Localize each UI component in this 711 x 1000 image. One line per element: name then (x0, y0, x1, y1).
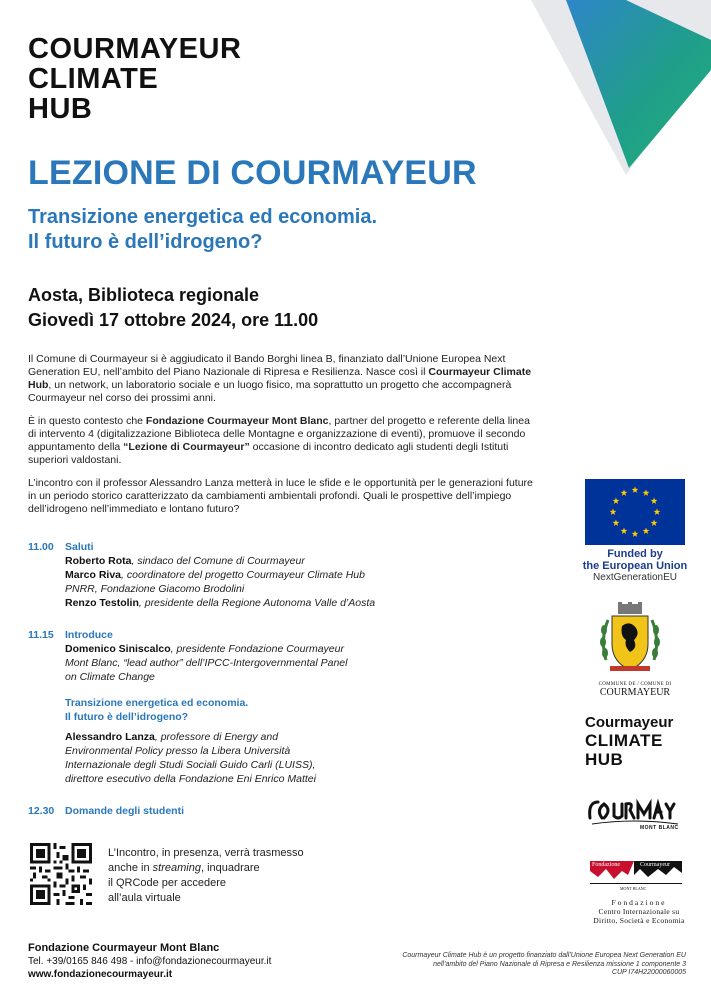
intro-paragraph-3: L’incontro con il professor Alessandro Lanza metterà in luce le sfide e le opportunità per le generazioni future in un periodo storico caratterizzato da cambiamenti ambientali profondi. Quali le prospettive dell’impiego dell’idrogeno nell’immediato e lontano futuro? (28, 477, 533, 515)
speaker-line (65, 642, 548, 656)
event-venue (28, 283, 318, 333)
climate-hub-logo-line-1: Courmayeur (585, 714, 674, 731)
intro-paragraph-2 (28, 415, 538, 467)
session-time: 11.00 (28, 541, 54, 553)
eu-text-line-2: the European Union (582, 560, 688, 572)
footer-website-link[interactable]: www.fondazionecourmayeur.it (28, 969, 173, 980)
venue-datetime: Giovedì 17 ottobre 2024, ore 11.00 (28, 310, 319, 330)
qr-text-line (108, 861, 328, 876)
fondazione-label-line: Fondazione (611, 898, 667, 907)
intro-text (28, 353, 538, 526)
qr-text-fragment: , inquadrare (200, 862, 260, 874)
session-heading: Domande degli studenti (65, 805, 185, 817)
intro-p2-bold-1: Fondazione Courmayeur Mont Blanc (145, 415, 329, 427)
intro-p1-text-a: Il Comune di Courmayeur si è aggiudicato il Bando Borghi linea B, finanziato dall’Unione Europea Next Generation EU, nell’ambito del Piano Nazionale di Ripresa e Resilienza. Nasce così il (28, 353, 506, 378)
session-time: 12.30 (28, 805, 55, 817)
speaker-line (65, 670, 548, 684)
session-heading: Introduce (65, 629, 113, 641)
qr-text-line: all’aula virtuale (108, 892, 181, 904)
speaker-line (65, 582, 548, 596)
intro-paragraph-1 (28, 353, 538, 405)
eu-text-line-3: NextGenerationEU (593, 572, 677, 583)
session-heading: Saluti (65, 541, 94, 553)
eu-flag-icon (585, 479, 685, 545)
climate-hub-logo-line-2: CLIMATE (585, 731, 663, 750)
intro-p2-bold-2: “Lezione di Courmayeur” (123, 441, 250, 453)
qr-text-line: L’Incontro, in presenza, verrà trasmesso (108, 847, 304, 859)
fondazione-label-line: Diritto, Società e Economia (593, 916, 685, 925)
fondazione-label-line: Centro Internazionale su (598, 907, 680, 916)
speaker-role: , coordinatore del progetto Courmayeur Climate Hub (121, 569, 365, 581)
speaker-name: Renzo Testolin (65, 597, 139, 609)
speaker-role: , professore di Energy and (154, 731, 279, 743)
streaming-info (108, 846, 328, 906)
subtitle-line-2: Il futuro è dell’idrogeno? (28, 231, 263, 253)
speaker-name: Alessandro Lanza (65, 731, 155, 743)
brand-line-1: COURMAYEUR (28, 33, 242, 65)
fondazione-logo-tag-small: MONT BLANC (620, 886, 647, 891)
corner-triangle-graphic (531, 0, 711, 175)
intro-p1-bold: Courmayeur Climate Hub (28, 366, 532, 391)
fondazione-logo-label (584, 898, 694, 925)
speaker-role: PNRR, Fondazione Giacomo Brodolini (65, 583, 245, 595)
crest-name: COURMAYEUR (599, 687, 671, 698)
speaker-role: Environmental Policy presso la Libera Università (65, 745, 291, 757)
intro-p1-text-b: , un network, un laboratorio sociale e un luogo fisico, ma soprattutto un progetto che accompagnerà Courmayeur nel corso dei prossimi anni. (28, 379, 512, 404)
program-session-3 (28, 804, 548, 818)
intro-p2-text-a: È in questo contesto che (28, 415, 146, 427)
event-subtitle (28, 205, 377, 255)
qr-text-italic: streaming (152, 862, 201, 874)
session-time: 11.15 (28, 629, 54, 641)
subtitle-line-1: Transizione energetica ed economia. (28, 206, 378, 228)
qr-code-icon[interactable] (30, 843, 92, 905)
event-program (28, 540, 548, 818)
qr-text-line: il QRCode per accedere (108, 877, 227, 889)
speaker-role: Internazionale degli Studi Sociali Guido Carli (LUISS), (65, 759, 316, 771)
mont-blanc-caption: MONT BLANC (640, 825, 679, 831)
speaker-name: Domenico Siniscalco (65, 643, 171, 655)
intro-p2-text-b: , partner del progetto e referente della linea di intervento 4 (digitalizzazione Biblioteca delle Montagne e organizzazione di eventi), promuove il secondo appuntamento della (28, 415, 530, 453)
fondazione-logo-tag-left: Fondazione (592, 862, 620, 868)
speaker-line (65, 758, 548, 772)
brand-line-3: HUB (28, 93, 93, 125)
intro-p2-text-c: occasione di incontro dedicato agli studenti degli Istituti superiori valdostani. (28, 441, 509, 466)
program-session-1 (28, 540, 548, 610)
page-title: LEZIONE DI COURMAYEUR (28, 154, 477, 192)
footer-contacts (28, 942, 271, 981)
talk-title: Il futuro è dell’idrogeno? (65, 711, 189, 723)
funding-note (390, 952, 686, 978)
speaker-line (65, 656, 548, 670)
eu-funding-logo-text (560, 548, 710, 584)
speaker-line (65, 730, 548, 744)
coat-of-arms-icon (596, 600, 664, 680)
brand-line-2: CLIMATE (28, 63, 159, 95)
speaker-role: , sindaco del Comune di Courmayeur (131, 555, 305, 567)
footer-contact-line[interactable]: Tel. +39/0165 846 498 - info@fondazionecourmayeur.it (28, 956, 272, 967)
venue-place: Aosta, Biblioteca regionale (28, 285, 260, 305)
speaker-role: , presidente della Regione Autonoma Valle d’Aosta (138, 597, 376, 609)
speaker-role: Mont Blanc, “lead author” dell’IPCC-Intergovernmental Panel (65, 657, 348, 669)
eu-text-line-1: Funded by (607, 548, 663, 560)
fondazione-logo-tag-right: Courmayeur (640, 862, 670, 868)
speaker-line (65, 772, 548, 786)
speaker-line (65, 744, 548, 758)
speaker-role: , presidente Fondazione Courmayeur (170, 643, 344, 655)
speaker-name: Roberto Rota (65, 555, 132, 567)
speaker-role: direttore esecutivo della Fondazione Eni Enrico Mattei (65, 773, 316, 785)
climate-hub-logo-line-3: HUB (585, 750, 624, 769)
crest-small-text: COMMUNE DE / COMUNE DI (598, 682, 672, 687)
speaker-line (65, 554, 548, 568)
funding-note-line: Courmayeur Climate Hub è un progetto finanziato dall’Unione Europea Next Generation EU (402, 952, 686, 959)
speaker-role: on Climate Change (65, 671, 155, 683)
speaker-line (65, 568, 548, 582)
talk-title: Transizione energetica ed economia. (65, 697, 249, 709)
footer-org-name: Fondazione Courmayeur Mont Blanc (28, 942, 220, 954)
speaker-line (65, 596, 548, 610)
brand-wordmark (28, 34, 328, 124)
speaker-name: Marco Riva (65, 569, 122, 581)
program-session-2 (28, 628, 548, 786)
funding-note-line: nell’ambito del Piano Nazionale di Ripresa e Resilienza missione 1 componente 3 (433, 960, 686, 968)
climate-hub-logo (585, 715, 673, 769)
qr-text-fragment: anche in (108, 862, 153, 874)
comune-logo-label (560, 682, 710, 698)
funding-note-line: CUP I74H22000060005 (611, 969, 686, 976)
